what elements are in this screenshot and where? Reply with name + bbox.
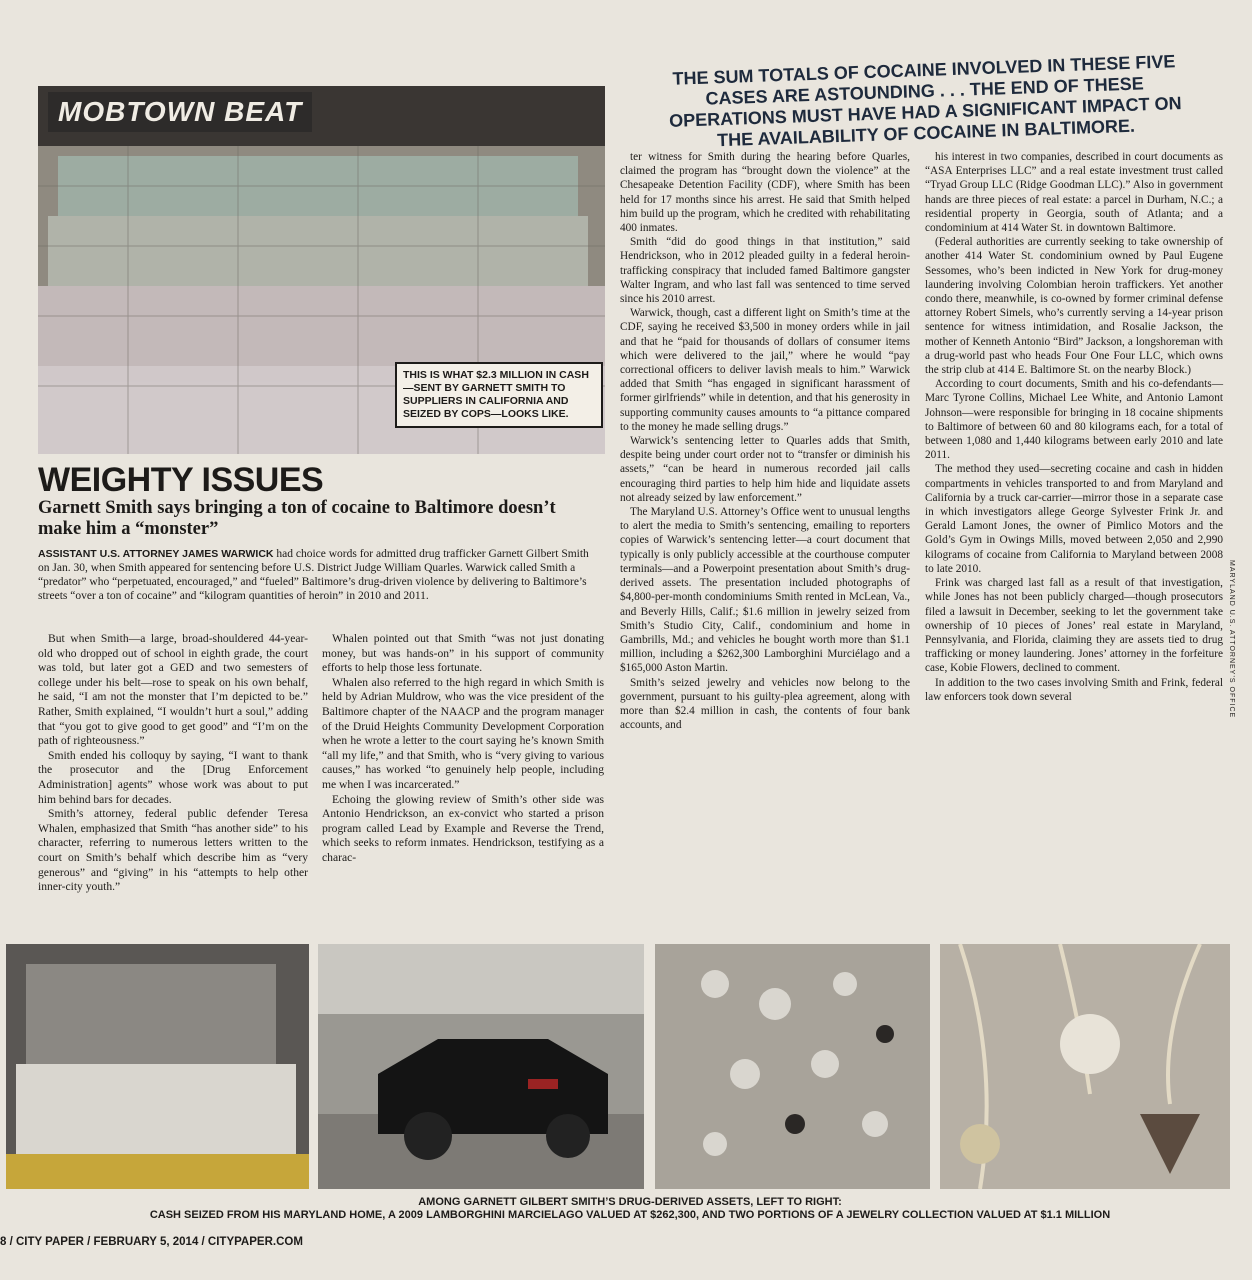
section-banner: MOBTOWN BEAT bbox=[48, 92, 312, 132]
paragraph: Warwick, though, cast a different light on Smith’s time at the CDF, saying he received $3,500 in money orders while in jail and that he “paid for thousands of dollars of consumer items which were delivered to the jail,” where he would “pay correctional officers to deliver lavish meals to him.” Warwick added that Smith “has engaged in significant harassment of former girlfriends” while in detention, and that his generosity in supporting community causes amounts to “a pittance compared to the money he made selling drugs.” bbox=[620, 307, 910, 433]
column-1 bbox=[38, 632, 308, 895]
paragraph: ter witness for Smith during the hearing before Quarles, claimed the program has “brought down the violence” at the Chesapeake Detention Facility (CDF), where Smith has been held for 17 months since his arrest. He said that Smith helped him build up the program, which he credited with rehabilitating 400 inmates. bbox=[620, 151, 910, 235]
paragraph: Smith’s seized jewelry and vehicles now belong to the government, pursuant to his guilty-plea agreement, along with more than $2.4 million in cash, the contents of four bank accounts, and bbox=[620, 676, 910, 732]
lede bbox=[38, 547, 603, 603]
paragraph: his interest in two companies, described in court documents as “ASA Enterprises LLC” and a real estate investment trust called “Tryad Group LLC (Ridge Goodman LLC).” Also in government hands are three pieces of real estate: a parcel in Durham, N.C.; a residential property in Georgia, south of Atlanta; and a condominium at 414 Water St. in downtown Baltimore. bbox=[925, 151, 1223, 235]
paragraph: (Federal authorities are currently seeking to take ownership of another 414 Water St. condominium owned by Paul Eugene Sessomes, who’s been indicted in New York for drug-money laundering involving Colombian heroin traffickers. Yet another condo there, meanwhile, is co-owned by former criminal defense attorney Robert Simels, who’s currently serving a 14-year prison sentence for witness intimidation, and Rosalie Jackson, the mother of Kenneth Antonio “Bird” Jackson, a longshoreman with a drug-world past who heads Four One Four LLC, which owns the strip club at 414 E. Baltimore St. on the nearby Block.) bbox=[925, 236, 1223, 377]
bottom-caption-line-2: CASH SEIZED FROM HIS MARYLAND HOME, A 2009 LAMBORGHINI MARCIELAGO VALUED AT $262,300, AND TWO PORTIONS OF A JEWELRY COLLECTION VALUED AT $1.1 MILLION bbox=[149, 1209, 1111, 1221]
paragraph: Echoing the glowing review of Smith’s other side was Antonio Hendrickson, an ex-convict who started a prison program called Lead by Example and Reverse the Trend, which seeks to reform inmates. Hendrickson, testifying as a charac- bbox=[322, 792, 604, 864]
cash-box-photo bbox=[6, 944, 309, 1189]
paragraph: Whalen pointed out that Smith “was not just donating money, but was hands-on” in his support of community efforts to help those less fortunate. bbox=[322, 632, 604, 675]
lede-lead: ASSISTANT U.S. ATTORNEY JAMES WARWICK bbox=[38, 548, 274, 560]
jewelry-photo-1 bbox=[655, 944, 930, 1189]
photo-credit: MARYLAND U.S. ATTORNEY’S OFFICE bbox=[1228, 560, 1235, 719]
lamborghini-photo bbox=[318, 944, 644, 1189]
headline: WEIGHTY ISSUES bbox=[38, 461, 324, 499]
paragraph: The Maryland U.S. Attorney’s Office went to unusual lengths to alert the media to Smith’s sentencing, emailing to reporters copies of Warwick’s sentencing letter—a court document that typically is only publicly accessible at the courthouse computer terminals—and a Powerpoint presentation about Smith’s drug-derived assets. The presentation included photographs of $4,800-per-month condominiums Smith rented in McLean, Va., and Beverly Hills, Calif.; $1.6 million in jewelry seized from Smith’s Studio City, Calif., condominium and home in Gambrills, Md.; and vehicles he bought worth more than $1.1 million, including a $262,300 Lamborghini Murciélago and a $165,000 Aston Martin. bbox=[620, 506, 910, 675]
paragraph: Whalen also referred to the high regard in which Smith is held by Adrian Muldrow, who was the vice president of the Baltimore chapter of the NAACP and the program manager of the Druid Heights Community Development Corporation when he wrote a letter to the court saying he’s known Smith “all my life,” and that Smith, who is “very giving to various causes,” has worked “to genuinely help people, including me when I was incarcerated.” bbox=[322, 675, 604, 791]
paragraph: Frink was charged last fall as a result of that investigation, while Jones has not been publicly charged—though prosecutors filed a lawsuit in December, seeking to let the government take ownership of 10 pieces of Jones’ real estate in Maryland, Pennsylvania, and Florida, claiming they are assets tied to drug trafficking or money laundering. Jones’ attorney in the forfeiture case, Kobie Flowers, declined to comment. bbox=[925, 577, 1223, 675]
paragraph: In addition to the two cases involving Smith and Frink, federal law enforcers took down several bbox=[925, 676, 1223, 703]
paragraph: The method they used—secreting cocaine and cash in hidden compartments in vehicles transported to and from Maryland and California by a truck car-carrier—mirror those in a separate case in which investigators allege George Sylvester Frink Jr. and Gerald Lamont Jones, the owner of Pimlico Motors and the Gold’s Gym in Owings Mills, moved between 2,050 and 2,990 kilograms of cocaine from California to Maryland between 2008 to late 2010. bbox=[925, 463, 1223, 575]
page-folio: 8 / CITY PAPER / FEBRUARY 5, 2014 / CITYPAPER.COM bbox=[0, 1236, 303, 1248]
lede-text: had choice words for admitted drug trafficker Garnett Gilbert Smith on Jan. 30, when Smith appeared for sentencing before U.S. District Judge William Quarles. Warwick called Smith a “predator” who “perpetuated, encouraged,” and “fueled” Baltimore’s drug-driven violence by delivering to Baltimore’s streets “over a ton of cocaine” and “kilogram quantities of heroin” in 2010 and 2011. bbox=[38, 548, 589, 602]
paragraph: Smith’s attorney, federal public defender Teresa Whalen, emphasized that Smith “has another side” to his character, referring to numerous letters written to the court on Smith’s behalf which describe him as “very generous” and “giving” in his “attempts to help other inner-city youth.” bbox=[38, 807, 308, 894]
paragraph: According to court documents, Smith and his co-defendants—Marc Tyrone Collins, Michael Lee White, and Antonio Lamont Johnson—were responsible for bringing in 18 cocaine shipments to Baltimore of between 60 and 80 kilograms each, for a total of between 1,080 and 1,440 kilograms between early 2010 and late 2011. bbox=[925, 378, 1223, 462]
jewelry-photo-2 bbox=[940, 944, 1230, 1189]
column-2 bbox=[322, 632, 604, 866]
column-3 bbox=[620, 150, 910, 732]
column-4 bbox=[925, 150, 1223, 704]
deck: Garnett Smith says bringing a ton of cocaine to Baltimore doesn’t make him a “monster” bbox=[38, 498, 556, 539]
paragraph: But when Smith—a large, broad-shouldered 44-year-old who dropped out of school in eighth grade, the court was told, but later got a GED and two semesters of college under his belt—rose to speak on his own behalf, he said, “I am not the monster that I’m depicted to be.” Rather, Smith explained, “I wouldn’t hurt a soul,” adding that “you got to give good to get good” and “I’m on the path of righteousness.” bbox=[38, 632, 308, 748]
photo-caption: THIS IS WHAT $2.3 MILLION IN CASH—SENT BY GARNETT SMITH TO SUPPLIERS IN CALIFORNIA AND SEIZED BY COPS—LOOKS LIKE. bbox=[395, 362, 603, 428]
paragraph: Smith ended his colloquy by saying, “I want to thank the prosecutor and the [Drug Enforcement Administration] agents” whose work was about to put him behind bars for decades. bbox=[38, 748, 308, 806]
bottom-caption bbox=[40, 1196, 1220, 1222]
paragraph: Smith “did do good things in that institution,” said Hendrickson, who in 2012 pleaded guilty in a federal heroin-trafficking conspiracy that included famed Baltimore gangster Walter Ingram, and who last fall was sentenced to time served since his 2010 arrest. bbox=[620, 236, 910, 306]
bottom-caption-line-1: AMONG GARNETT GILBERT SMITH’S DRUG-DERIVED ASSETS, LEFT TO RIGHT: bbox=[418, 1196, 842, 1208]
paragraph: Warwick’s sentencing letter to Quarles adds that Smith, despite being under court order not to “transfer or diminish his assets,” “can be heard in numerous recorded jail calls encouraging third parties to help him hide and liquidate assets not already seized by law enforcement.” bbox=[620, 435, 910, 504]
pull-quote: THE SUM TOTALS OF COCAINE INVOLVED IN THESE FIVE CASES ARE ASTOUNDING . . . THE END OF THESE OPERATIONS MUST HAVE HAD A SIGNIFICANT IMPACT ON THE AVAILABILITY OF COCAINE IN BALTIMORE. bbox=[668, 51, 1182, 151]
